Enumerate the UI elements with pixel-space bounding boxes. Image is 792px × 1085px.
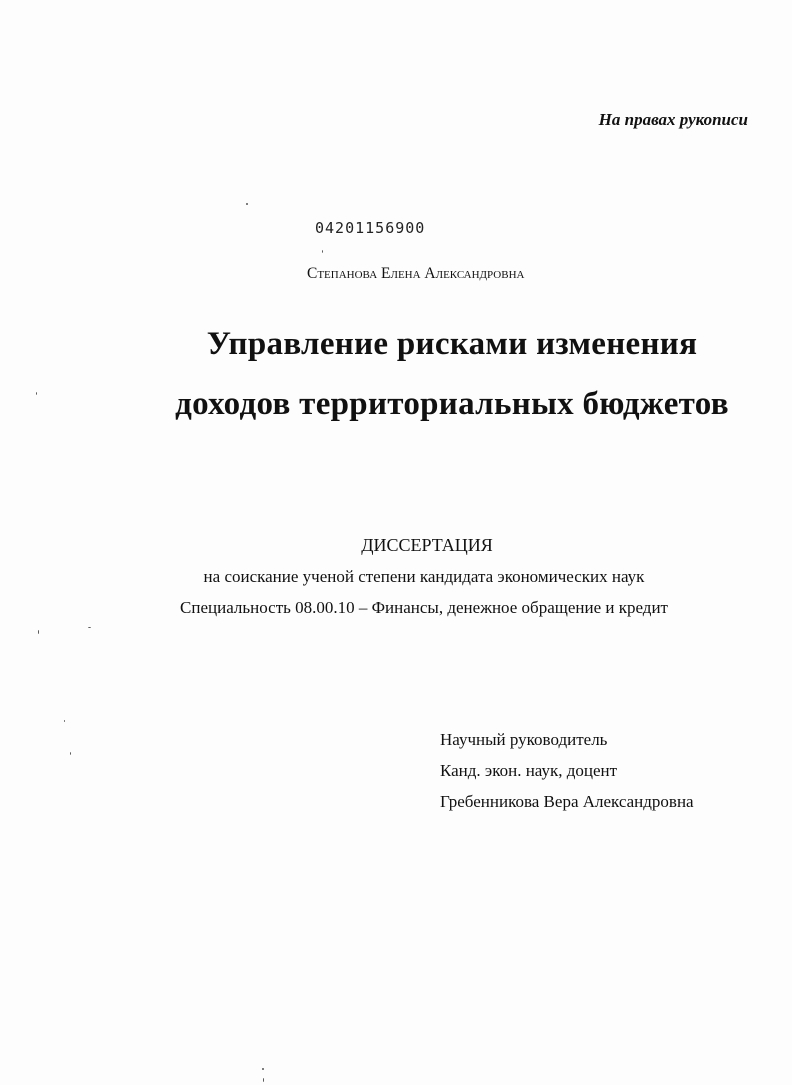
scan-speck xyxy=(263,1078,264,1082)
dissertation-heading: ДИССЕРТАЦИЯ xyxy=(361,535,493,555)
scan-speck xyxy=(38,630,39,634)
scan-speck xyxy=(70,752,71,755)
scan-speck xyxy=(246,203,248,205)
registry-number: 04201156900 xyxy=(315,219,426,237)
author-name: Степанова Елена Александровна xyxy=(307,265,525,282)
specialty-line: Специальность 08.00.10 – Финансы, денежное обращение и кредит xyxy=(180,598,668,617)
supervisor-label: Научный руководитель xyxy=(440,730,608,749)
title-line-1: Управление рисками изменения xyxy=(206,326,698,362)
rights-note: На правах рукописи xyxy=(598,110,748,129)
degree-line: на соискание ученой степени кандидата экономических наук xyxy=(203,567,645,586)
supervisor-rank: Канд. экон. наук, доцент xyxy=(440,761,618,780)
supervisor-name: Гребенникова Вера Александровна xyxy=(440,792,694,811)
supervisor-block xyxy=(440,724,694,817)
title-line-2: доходов территориальных бюджетов xyxy=(175,386,729,422)
scan-speck xyxy=(36,392,37,395)
scan-speck xyxy=(64,720,65,722)
scan-speck xyxy=(322,250,323,253)
scan-speck xyxy=(262,1068,264,1070)
scan-speck xyxy=(88,627,91,628)
